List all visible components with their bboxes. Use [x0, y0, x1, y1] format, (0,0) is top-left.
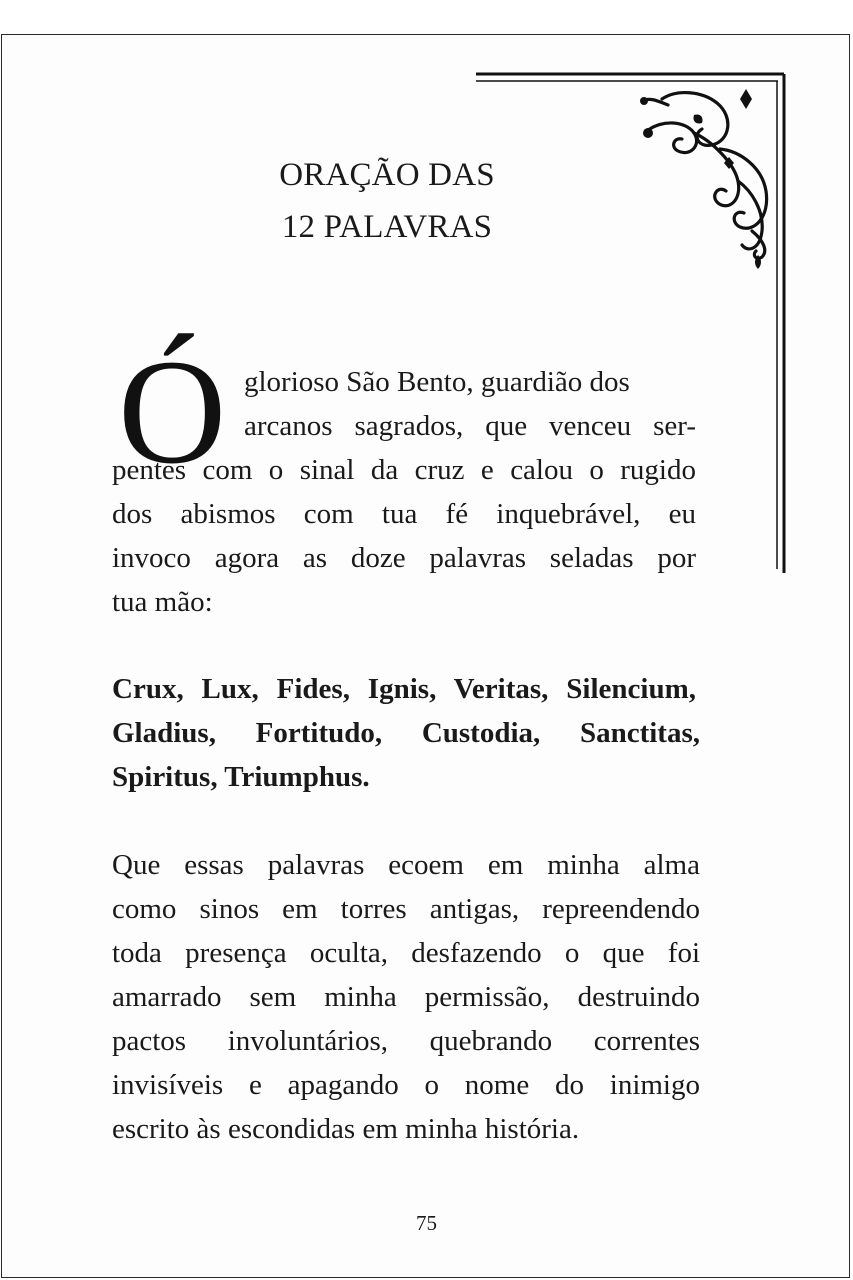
- book-page: [1, 34, 850, 1278]
- text-line: [244, 404, 696, 448]
- text-line: [112, 667, 696, 711]
- text-line: [112, 536, 696, 580]
- text-line-content: tua mão:: [112, 586, 213, 618]
- text-line-content: escrito às escondidas em minha história.: [112, 1113, 580, 1145]
- text-line-content: invisíveis e apagando o nome do inimigo: [112, 1069, 700, 1101]
- text-line: [112, 931, 700, 975]
- text-line-content: como sinos em torres antigas, repreendendo: [112, 893, 700, 925]
- text-line-content: Que essas palavras ecoem em minha alma: [112, 849, 700, 881]
- text-line-content: Spiritus, Triumphus.: [112, 761, 370, 793]
- text-line: [112, 1063, 700, 1107]
- text-line-content: pactos involuntários, quebrando correntes: [112, 1025, 700, 1057]
- title-line-1: ORAÇÃO DAS: [279, 157, 495, 193]
- text-line-content: invoco agora as doze palavras seladas por: [112, 542, 696, 574]
- text-line-content: toda presença oculta, desfazendo o que foi: [112, 937, 700, 969]
- page-title: [202, 149, 572, 253]
- text-line: [112, 580, 213, 624]
- drop-cap-letter: Ó: [118, 329, 227, 495]
- text-line-content: Crux, Lux, Fides, Ignis, Veritas, Silencium,: [112, 673, 696, 705]
- text-line: [112, 492, 696, 536]
- text-line-content: dos abismos com tua fé inquebrável, eu: [112, 498, 696, 530]
- text-line: [112, 711, 700, 755]
- text-line-content: arcanos sagrados, que venceu ser-: [244, 410, 696, 442]
- text-line: [244, 360, 684, 404]
- text-line: [112, 975, 700, 1019]
- text-line: [112, 1019, 700, 1063]
- page-number: 75: [416, 1211, 437, 1235]
- text-line: [112, 448, 696, 492]
- text-line-content: glorioso São Bento, guardião dos: [244, 366, 630, 398]
- text-line-content: amarrado sem minha permissão, destruindo: [112, 981, 700, 1013]
- text-line: [112, 843, 700, 887]
- text-line-content: pentes com o sinal da cruz e calou o rugido: [112, 454, 696, 486]
- text-line: [112, 755, 370, 799]
- text-line: [112, 887, 700, 931]
- title-line-2: 12 PALAVRAS: [281, 209, 493, 245]
- text-line-content: Gladius, Fortitudo, Custodia, Sanctitas,: [112, 717, 700, 749]
- text-line: [112, 1107, 579, 1151]
